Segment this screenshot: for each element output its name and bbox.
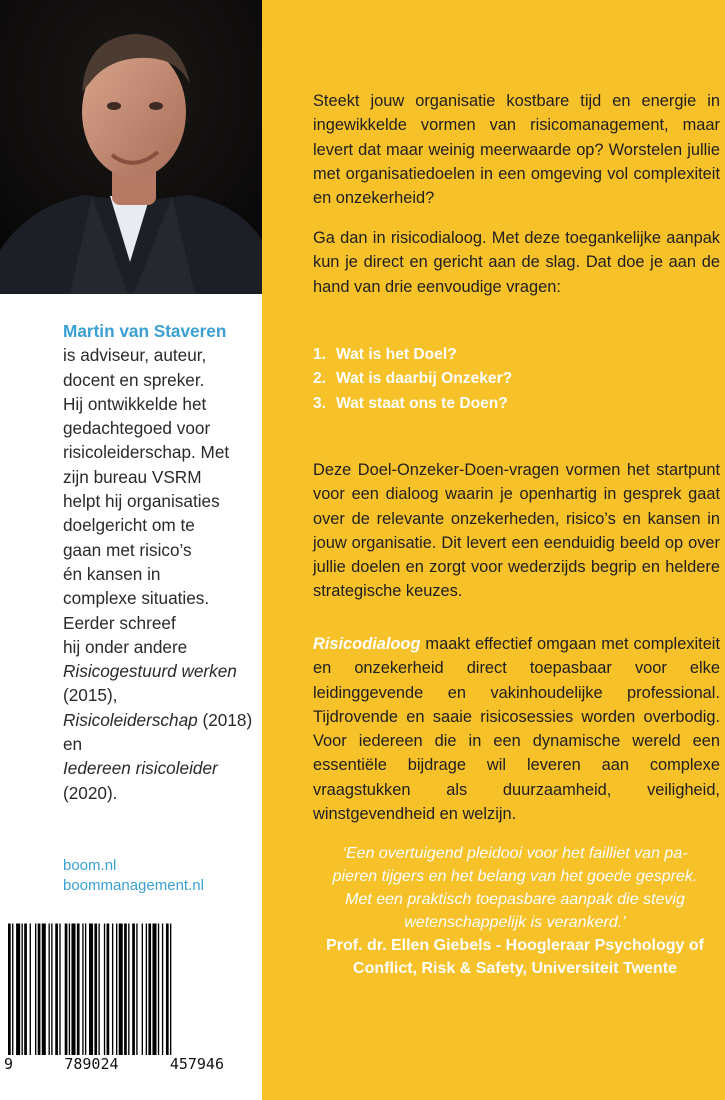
- bio-line: hij onder andere: [63, 636, 188, 657]
- isbn-group-2: 457946: [169, 1055, 224, 1073]
- list-item: [313, 367, 512, 391]
- startpoint-paragraph: Deze Doel-Onzeker-Doen-vragen vormen het startpunt voor een dialoog waarin je openhartig in gesprek gaat over de relevante onzekerheden, risico’s en kansen in jouw organisatie. Dit levert een eenduidig beeld op over jullie doelen en zorgt voor wederzijds begrip en heldere strategische keuzes.: [313, 461, 720, 601]
- bio-line: doelgericht om te: [63, 515, 195, 536]
- barcode-bar: [170, 924, 171, 1064]
- barcode-bar: [65, 924, 68, 1064]
- bio-line: is adviseur, auteur,: [63, 345, 207, 366]
- barcode-bar: [30, 924, 31, 1064]
- item-text: Wat staat ons te Doen?: [336, 394, 508, 412]
- barcode-bar: [42, 924, 46, 1064]
- barcode-bar: [124, 924, 127, 1064]
- book-year: (2018) en: [63, 709, 253, 755]
- isbn-prefix: 9: [4, 1055, 14, 1073]
- link-boom[interactable]: boom.nl: [63, 857, 117, 874]
- barcode-bar: [59, 924, 60, 1064]
- isbn-group-1: 789024: [64, 1055, 119, 1073]
- quote-line: wetenschappelijk is verankerd.’: [404, 914, 626, 931]
- bio-line: helpt hij organisaties: [63, 491, 220, 512]
- book-title: Risicogestuurd werken: [63, 661, 237, 682]
- barcode: [2, 911, 224, 1076]
- publisher-links: [63, 856, 204, 896]
- barcode-bar: [51, 924, 52, 1064]
- book-reference: [63, 756, 259, 805]
- barcode-bar: [16, 924, 20, 1064]
- barcode-bar: [24, 924, 27, 1064]
- book-title-highlight: Risicodialoog: [313, 635, 421, 653]
- bio-line: risicoleiderschap. Met: [63, 442, 230, 463]
- bio-line: gedachtegoed voor: [63, 418, 211, 439]
- isbn-number: [2, 1055, 224, 1073]
- barcode-bar: [38, 924, 41, 1064]
- barcode-bar: [89, 924, 93, 1064]
- bio-line: zijn bureau VSRM: [63, 466, 202, 487]
- barcode-bar: [22, 924, 23, 1064]
- barcode-bar: [142, 924, 143, 1064]
- barcode-bar: [146, 924, 147, 1064]
- book-year: (2020).: [63, 782, 118, 803]
- left-panel: [0, 0, 262, 1100]
- item-number: 2.: [313, 370, 327, 388]
- barcode-bar: [107, 924, 110, 1064]
- book-year: (2015),: [63, 685, 118, 706]
- barcode-bar: [166, 924, 169, 1064]
- quote-line: ‘Een overtuigend pleidooi voor het failliet van pa-: [342, 845, 688, 862]
- barcode-bar: [82, 924, 83, 1064]
- barcode-bar: [55, 924, 58, 1064]
- barcode-bar: [158, 924, 159, 1064]
- barcode-bar: [69, 924, 70, 1064]
- quote-line: pieren tijgers en het belang van het goede gesprek.: [332, 868, 698, 885]
- author-photo: [0, 0, 262, 294]
- intro-paragraph: Steekt jouw organisatie kostbare tijd en energie in ingewikkelde vormen van risicomanagement, maar levert dat maar weinig meerwaarde op? Worstelen jullie met organisatiedoelen in een omgeving vol complexiteit en onzekerheid?: [313, 92, 720, 208]
- right-panel: [262, 0, 725, 1100]
- item-text: Wat is daarbij Onzeker?: [336, 370, 513, 388]
- closing-text: maakt effectief omgaan met complexiteit en onzekerheid direct toepasbaar voor elke leidinggevende en vakinhoudelijke professional. Tijdrovende en saaie risicosessies worden overbodig. Voor iedereen die in een dynamische wereld een essentiële bijdrage wil leveren aan complexe vraagstukken als duurzaamheid, veiligheid, winstgevendheid en welzijn.: [313, 635, 721, 824]
- author-bio: [63, 319, 259, 805]
- barcode-bar: [12, 924, 13, 1064]
- barcode-bar: [49, 924, 50, 1064]
- author-name: Martin van Staveren: [63, 321, 227, 341]
- list-item: [313, 392, 512, 416]
- barcode-bar: [94, 924, 97, 1064]
- barcode-bar: [128, 924, 129, 1064]
- barcode-bar: [71, 924, 75, 1064]
- barcode-bar: [116, 924, 117, 1064]
- barcode-bar: [119, 924, 123, 1064]
- approach-paragraph: Ga dan in risicodialoog. Met deze toegankelijke aanpak kun je direct en gericht aan de slag. Dat doe je aan de hand van drie eenvoudige vragen:: [313, 229, 720, 296]
- bio-line: gaan met risico’s: [63, 539, 192, 560]
- bio-line: én kansen in: [63, 563, 161, 584]
- barcode-bar: [152, 924, 156, 1064]
- question-list: [313, 343, 512, 416]
- list-item: [313, 343, 512, 367]
- book-title: Iedereen risicoleider: [63, 758, 218, 779]
- barcode-bar: [104, 924, 105, 1064]
- quote-attribution: Prof. dr. Ellen Giebels - Hoogleraar Psychology of: [326, 937, 704, 954]
- item-number: 1.: [313, 346, 327, 363]
- item-text: Wat is het Doel?: [336, 346, 457, 363]
- barcode-bar: [162, 924, 163, 1064]
- book-reference: [63, 659, 259, 708]
- endorsement-quote: [306, 842, 724, 980]
- link-boommanagement[interactable]: boommanagement.nl: [63, 877, 204, 894]
- bio-line: Hij ontwikkelde het: [63, 393, 207, 414]
- barcode-bar: [85, 924, 86, 1064]
- barcode-bar: [148, 924, 151, 1064]
- barcode-bar: [132, 924, 135, 1064]
- quote-line: Met een praktisch toepasbare aanpak die stevig: [345, 891, 685, 908]
- item-number: 3.: [313, 394, 327, 412]
- barcode-bar: [77, 924, 80, 1064]
- barcode-bar: [112, 924, 113, 1064]
- barcode-bar: [98, 924, 99, 1064]
- book-reference: [63, 708, 259, 757]
- quote-attribution: Conflict, Risk & Safety, Universiteit Twente: [353, 960, 677, 977]
- bio-line: Eerder schreef: [63, 612, 176, 633]
- barcode-bar: [8, 924, 11, 1064]
- bio-line: docent en spreker.: [63, 369, 205, 390]
- barcode-bar: [136, 924, 137, 1064]
- barcode-bar: [35, 924, 36, 1064]
- bio-line: complexe situaties.: [63, 588, 210, 609]
- closing-paragraph: [313, 632, 720, 826]
- book-title: Risicoleiderschap: [63, 709, 198, 730]
